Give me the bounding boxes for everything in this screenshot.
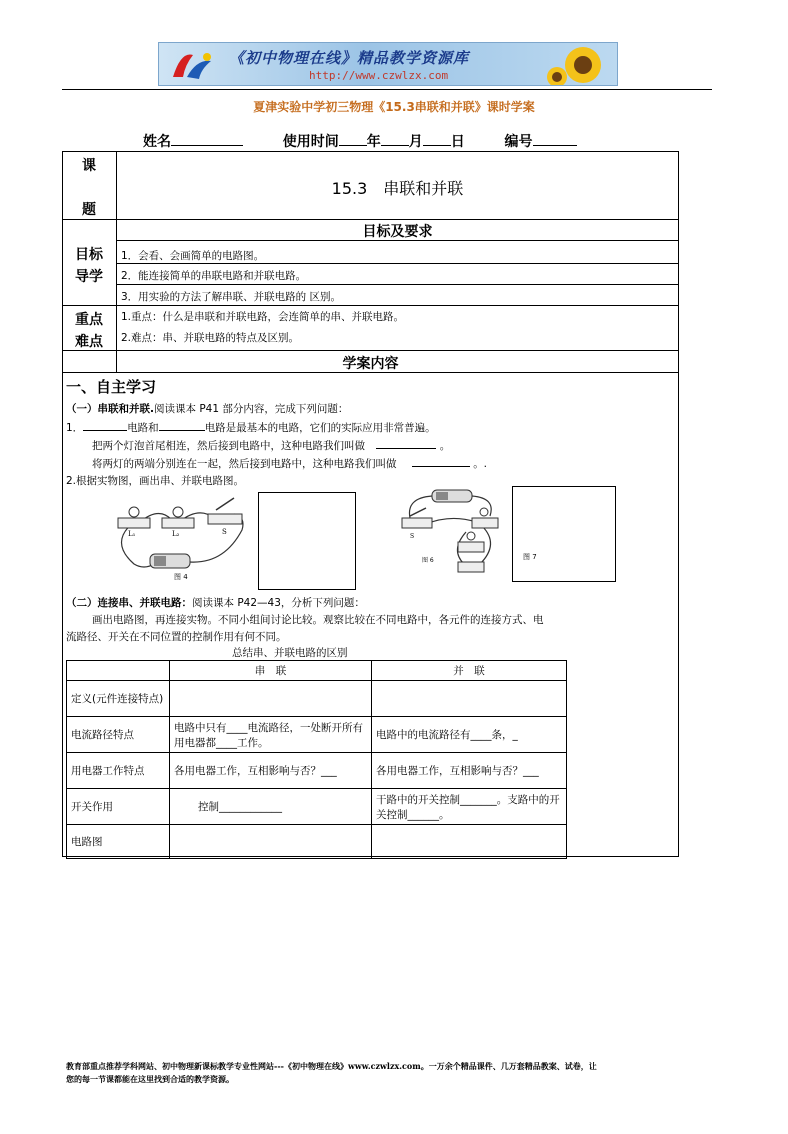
year-field[interactable] [339, 131, 367, 146]
goals-heading: 目标及要求 [362, 224, 433, 240]
summary-caption: 总结串、并联电路的区别 [232, 647, 348, 659]
q1-text-c: 电路是最基本的电路，它们的实际应用非常普遍。 [204, 422, 436, 434]
goal-item: 1．会看、会画简单的电路图。 [121, 250, 265, 262]
footer-line-2: 您的每一节课都能在这里找到合适的教学资源。 [66, 1074, 234, 1084]
part1-text: 阅读课本 P41 部分内容，完成下列问题： [154, 403, 349, 415]
table-row [67, 717, 567, 753]
parallel-cell[interactable]: 电路中的电流路径有____条，_ [372, 717, 567, 753]
row-divider [62, 350, 679, 351]
banner [158, 42, 618, 86]
year-label: 年 [366, 134, 381, 150]
keypoint-item: 2.难点：串、并联电路的特点及区别。 [121, 332, 300, 344]
blank-field[interactable] [412, 456, 470, 467]
content-heading: 学案内容 [342, 356, 399, 372]
goals-label-2: 导学 [75, 269, 103, 285]
figure-caption: 图 6 [422, 557, 434, 564]
keypoints-label-2: 难点 [75, 334, 103, 350]
row-label: 定义(元件连接特点) [67, 681, 170, 717]
part2-para2: 流路径、开关在不同位置的控制作用有何不同。 [66, 631, 287, 643]
row-label: 开关作用 [67, 789, 170, 825]
part2-para1: 画出电路图，再连接实物。不同小组间讨论比较。观察比较在不同电路中，各元件的连接方式、电 [92, 614, 544, 626]
month-field[interactable] [381, 131, 409, 146]
series-cell[interactable] [170, 825, 372, 859]
number-field[interactable] [533, 131, 577, 146]
goal-item: 3．用实验的方法了解串联、并联电路的 区别。 [121, 291, 342, 303]
day-field[interactable] [423, 131, 451, 146]
table-header-cell: 并 联 [372, 661, 567, 681]
table-row [67, 789, 567, 825]
q1-line2-end: 。 [439, 440, 451, 452]
part2-title: （二）连接串、并联电路： [66, 597, 192, 609]
lesson-label-ke: 课 [82, 158, 96, 174]
info-line [143, 131, 577, 151]
row-divider [116, 284, 679, 285]
banner-url[interactable]: http://www.czwlzx.com [309, 69, 449, 82]
q1-line3 [92, 456, 487, 471]
goal-item: 2．能连接简单的串联电路和并联电路。 [121, 270, 307, 282]
row-divider [62, 305, 679, 306]
parallel-cell[interactable]: 各用电器工作，互相影响与否？___ [372, 753, 567, 789]
row-divider [116, 263, 679, 264]
part1-title: （一）串联和并联. [66, 403, 154, 415]
footer-line-1: 教育部重点推荐学科网站、初中物理新课标教学专业性网站---《初中物理在线》www.czwlzx.com。一万余个精品课件、几万套精品教案、试卷，让 [66, 1061, 597, 1071]
row-divider [62, 372, 679, 373]
number-label: 编号 [504, 134, 533, 150]
figure-caption: 图 7 [523, 553, 537, 561]
blank-field[interactable] [376, 438, 436, 449]
q1-line3-text: 将两灯的两端分别连在一起，然后接到电路中，这种电路我们叫做 [92, 458, 397, 470]
goals-label-1: 目标 [75, 247, 103, 263]
row-label: 电流路径特点 [67, 717, 170, 753]
logo-icon [167, 47, 219, 83]
table-header-row [67, 661, 567, 681]
drawing-box[interactable] [512, 486, 616, 582]
part2-line [66, 595, 365, 610]
q1-line2 [92, 438, 450, 453]
q1-line2-text: 把两个灯泡首尾相连，然后接到电路中，这种电路我们叫做 [92, 440, 365, 452]
day-label: 日 [450, 134, 465, 150]
table-row [67, 753, 567, 789]
table-header-cell: 串 联 [170, 661, 372, 681]
switch-label: S [410, 533, 415, 540]
table-row [67, 825, 567, 859]
series-cell[interactable] [170, 681, 372, 717]
summary-table [66, 660, 567, 859]
q2-line: 2.根据实物图，画出串、并联电路图。 [66, 475, 245, 487]
sunflower-icon [543, 43, 613, 86]
parallel-cell[interactable]: 干路中的开关控制_______。支路中的开关控制______。 [372, 789, 567, 825]
figure-series-circuit [104, 492, 254, 582]
banner-title: 《初中物理在线》精品教学资源库 [229, 49, 470, 67]
q1-line1 [66, 420, 436, 435]
row-label: 用电器工作特点 [67, 753, 170, 789]
lamp-label: L₁ [128, 530, 136, 538]
table-header-cell [67, 661, 170, 681]
row-label: 电路图 [67, 825, 170, 859]
q1-line3-end: 。. [473, 458, 488, 470]
parallel-cell[interactable] [372, 681, 567, 717]
lesson-label-ti: 题 [82, 202, 96, 218]
series-cell[interactable]: 各用电器工作，互相影响与否？___ [170, 753, 372, 789]
series-cell[interactable]: 电路中只有____电流路径，一处断开所有用电器都____工作。 [170, 717, 372, 753]
figure-caption: 图 4 [174, 573, 188, 581]
table-row [67, 681, 567, 717]
use-time-label: 使用时间 [282, 134, 339, 150]
parallel-cell[interactable] [372, 825, 567, 859]
name-label: 姓名 [143, 134, 171, 150]
q1-number: 1． [66, 422, 84, 434]
keypoint-item: 1.重点：什么是串联和并联电路，会连简单的串、并联电路。 [121, 311, 405, 323]
row-divider [62, 219, 679, 220]
drawing-box[interactable] [258, 492, 356, 590]
q1-text-b: 电路和 [127, 422, 159, 434]
header-rule [62, 89, 712, 90]
keypoints-label-1: 重点 [75, 312, 103, 328]
blank-field[interactable] [159, 420, 205, 431]
name-field[interactable] [171, 131, 243, 146]
series-cell[interactable]: 控制____________ [170, 789, 372, 825]
blank-field[interactable] [83, 420, 127, 431]
month-label: 月 [408, 134, 423, 150]
part2-text: 阅读课本 P42—43，分析下列问题： [192, 597, 365, 609]
part1-line [66, 401, 348, 416]
lesson-title: 15.3 串联和并联 [331, 179, 464, 198]
section-self-study: 一、自主学习 [66, 378, 157, 396]
lamp-label: L₂ [172, 530, 180, 538]
figure-parallel-circuit [396, 484, 506, 580]
page-header-title: 夏津实验中学初三物理《15.3串联和并联》课时学案 [253, 100, 535, 114]
row-divider [116, 240, 679, 241]
switch-label: S [222, 528, 227, 536]
